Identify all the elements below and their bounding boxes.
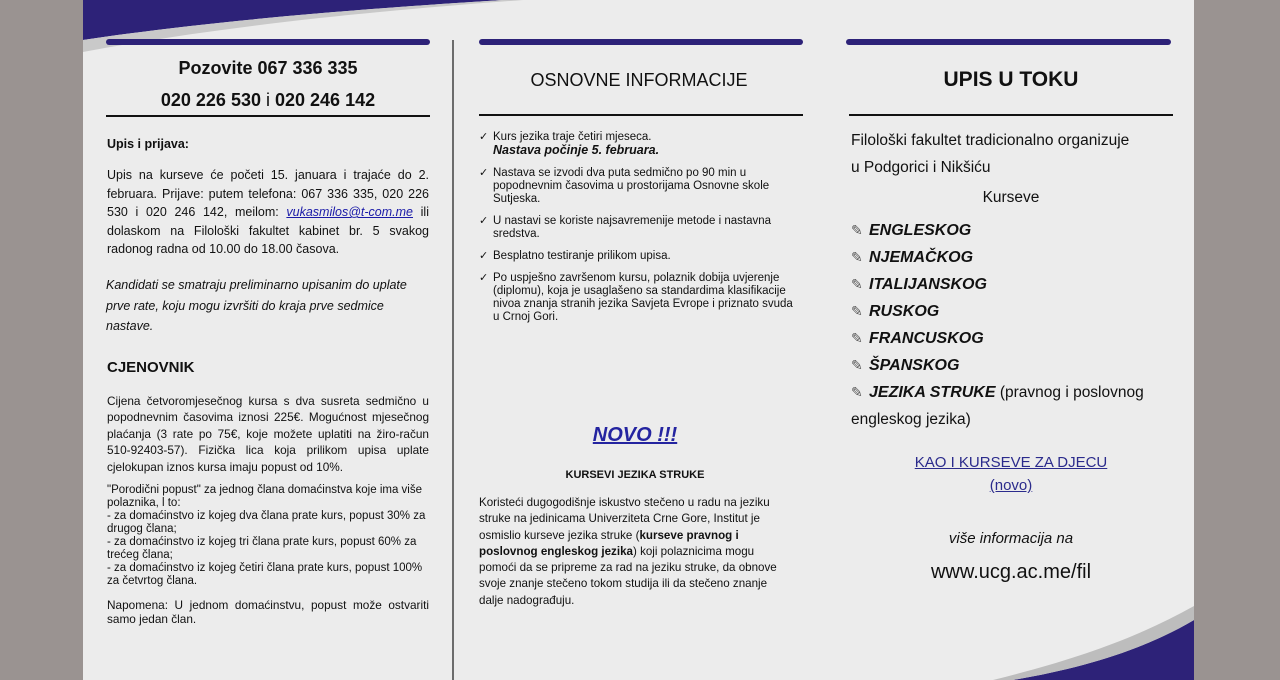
checkmark-icon: ✓ (479, 272, 489, 284)
middle-column (479, 0, 803, 680)
novo-heading: NOVO !!! (592, 424, 678, 446)
list-item (479, 250, 799, 263)
kandidati-note: Kandidati se smatraju preliminarno upisanim do uplate prve rate, koju mogu izvršiti do kraja prve sedmice nastave. (106, 278, 407, 333)
list-item (479, 215, 799, 241)
osnovne-heading: OSNOVNE INFORMACIJE (530, 70, 748, 90)
upis-text-pre: Upis na kurseve će početi 15. januara i trajaće do 2. februara. Prijave: putem telefona: 067 336 335, 020 226 530 i 020 246 142, meilom: (107, 168, 429, 219)
middle-header-rule (479, 114, 803, 116)
brochure-sheet (83, 0, 1194, 680)
popust-line: "Porodični popust" za jednog člana domaćinstva koje ima više polaznika, l to: (107, 484, 423, 509)
djeca-link-line-2[interactable]: (novo) (989, 477, 1033, 494)
intro-line-1: Filološki fakultet tradicionalno organizuje (851, 132, 1130, 149)
right-column (849, 0, 1173, 680)
language-item (851, 303, 939, 321)
language-name: ITALIJANSKOG (869, 276, 987, 293)
napomena-text: Napomena: U jednom domaćinstvu, popust može ostvariti samo jedan član. (107, 598, 429, 626)
language-item (851, 222, 971, 240)
pencil-icon: ✎ (851, 303, 863, 319)
popust-line: - za domaćinstvo iz kojeg tri člana prate kurs, popust 60% za trećeg člana; (107, 536, 417, 561)
list-item (479, 272, 799, 324)
phone-line-2 (106, 90, 430, 111)
list-item-text: U nastavi se koriste najsavremenije metode i nastavna sredstva. (493, 215, 772, 240)
struke-note-b: engleskog jezika) (851, 411, 971, 428)
checkmark-icon: ✓ (479, 215, 489, 227)
vise-informacija: više informacija na (948, 530, 1074, 547)
language-name: FRANCUSKOG (869, 330, 984, 347)
list-item-text: Nastava se izvodi dva puta sedmično po 90 min u popodnevnim časovima u prostorijama Osnovne skole Sutjeska. (493, 167, 770, 205)
language-name: JEZIKA STRUKE (869, 384, 996, 401)
list-item (479, 131, 799, 158)
upis-heading: Upis i prijava: (107, 137, 189, 151)
djeca-link-line-1[interactable]: KAO I KURSEVE ZA DJECU (914, 454, 1108, 471)
language-item (851, 330, 984, 348)
struke-text (479, 495, 791, 609)
kurseve-label: Kurseve (982, 189, 1040, 206)
language-name: RUSKOG (869, 303, 940, 320)
upis-text (107, 166, 429, 259)
phone-number-a: 020 226 530 (160, 90, 261, 110)
list-item-text: Kurs jezika traje četiri mjeseca. (493, 131, 652, 143)
pencil-icon: ✎ (851, 384, 863, 400)
checkmark-icon: ✓ (479, 131, 489, 143)
list-item-text: Po uspješno završenom kursu, polaznik dobija uvjerenje (diplomu), koja je usaglašeno sa standardima klasifikacije nivoa znanja stranih jezika Savjeta Evrope i priznato svuda u Crnoj Gori. (493, 272, 793, 323)
list-item-bold-text: Nastava počinje 5. februara. (493, 143, 660, 157)
phone-number-b: 020 246 142 (275, 90, 376, 110)
struke-heading: KURSEVI JEZIKA STRUKE (565, 469, 705, 481)
language-name: ENGLESKOG (869, 222, 972, 239)
pencil-icon: ✎ (851, 357, 863, 373)
list-item-text: Besplatno testiranje prilikom upisa. (493, 250, 671, 262)
list-item (479, 167, 799, 206)
struke-text-post: ) koji polaznicima mogu pomoći da se pripreme za rad na jeziku struke, da obnove svoje znanje stečeno tokom studija ili da stečeno znanje dalje nadograđuju. (479, 544, 777, 607)
language-name: ŠPANSKOG (869, 357, 960, 374)
pencil-icon: ✎ (851, 330, 863, 346)
popust-block (107, 484, 429, 588)
languages-list (851, 222, 1171, 442)
struke-note-a: (pravnog i poslovnog (995, 384, 1144, 401)
right-header-rule (849, 114, 1173, 116)
phone-separator: i (260, 90, 275, 110)
language-item (851, 249, 973, 267)
language-item (851, 357, 959, 375)
pencil-icon: ✎ (851, 276, 863, 292)
struke-text-bold: kurseve pravnog i poslovnog engleskog jezika (479, 528, 739, 558)
email-link[interactable]: vukasmilos@t-com.me (286, 205, 413, 219)
phone-line-1: Pozovite 067 336 335 (178, 58, 358, 78)
language-item (851, 276, 987, 294)
language-item (851, 384, 1144, 402)
checkmark-icon: ✓ (479, 250, 489, 262)
upis-text-post: ili dolaskom na Filološki fakultet kabinet br. 5 svakog radonog radna od 10.00 do 18.00 časova. (107, 205, 429, 256)
pencil-icon: ✎ (851, 249, 863, 265)
left-header-rule (106, 115, 430, 117)
cjenovnik-text: Cijena četvoromjesečnog kursa s dva susreta sedmično u popodnevnim časovima iznosi 225€. Mogućnost mjesečnog plaćanja (3 rate po 75€, koje možete uplatiti na žiro-račun 510-92403-57). Fizička lica koja prilikom upisa uplate cjelokupan iznos kursa imaju popust od 10%. (107, 394, 429, 474)
website-url[interactable]: www.ucg.ac.me/fil (930, 561, 1092, 583)
pencil-icon: ✎ (851, 222, 863, 238)
popust-line: - za domaćinstvo iz kojeg dva člana prate kurs, popust 30% za drugog člana; (107, 510, 426, 535)
checkmark-icon: ✓ (479, 167, 489, 179)
upis-u-toku-heading: UPIS U TOKU (943, 68, 1079, 91)
intro-line-2: u Podgorici i Nikšiću (851, 159, 991, 176)
language-name: NJEMAČKOG (869, 249, 974, 266)
cjenovnik-heading: CJENOVNIK (107, 359, 195, 376)
column-divider (452, 40, 454, 680)
popust-line: - za domaćinstvo iz kojeg četiri člana prate kurs, popust 100% za četvrtog člana. (107, 562, 423, 587)
info-list (479, 131, 799, 333)
left-column (106, 0, 430, 680)
struke-text-pre: Koristeći dugogodišnje iskustvo stečeno u radu na jeziku struke na jedinicama Univerziteta Crne Gore, Institut je osmislio kurseve jezika struke ( (479, 496, 770, 542)
